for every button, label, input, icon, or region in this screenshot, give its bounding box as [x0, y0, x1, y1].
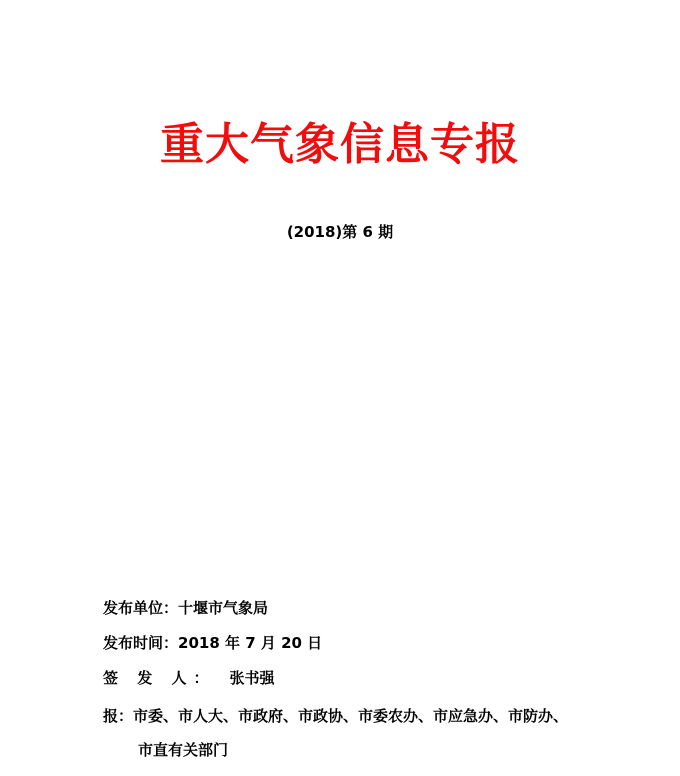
report-to-row	[103, 705, 568, 726]
publish-unit-value: 十堰市气象局	[178, 599, 269, 617]
report-to-value: 市委、市人大、市政府、市政协、市委农办、市应急办、市防办、	[133, 707, 569, 725]
publish-unit-row	[103, 597, 268, 618]
document-title: 重大气象信息专报	[160, 119, 520, 170]
signer-label: 签 发 人：	[103, 669, 216, 687]
report-to-label: 报：	[103, 707, 134, 725]
publish-time-label: 发布时间：	[103, 634, 179, 652]
issue-number: (2018)第 6 期	[286, 223, 394, 241]
report-to-continuation: 市直有关部门	[138, 741, 229, 759]
publish-unit-label: 发布单位：	[103, 599, 179, 617]
publish-time-row	[103, 632, 322, 653]
signer-value: 张书强	[229, 669, 275, 687]
signer-row	[103, 667, 274, 688]
publish-time-value: 2018 年 7 月 20 日	[178, 634, 323, 652]
